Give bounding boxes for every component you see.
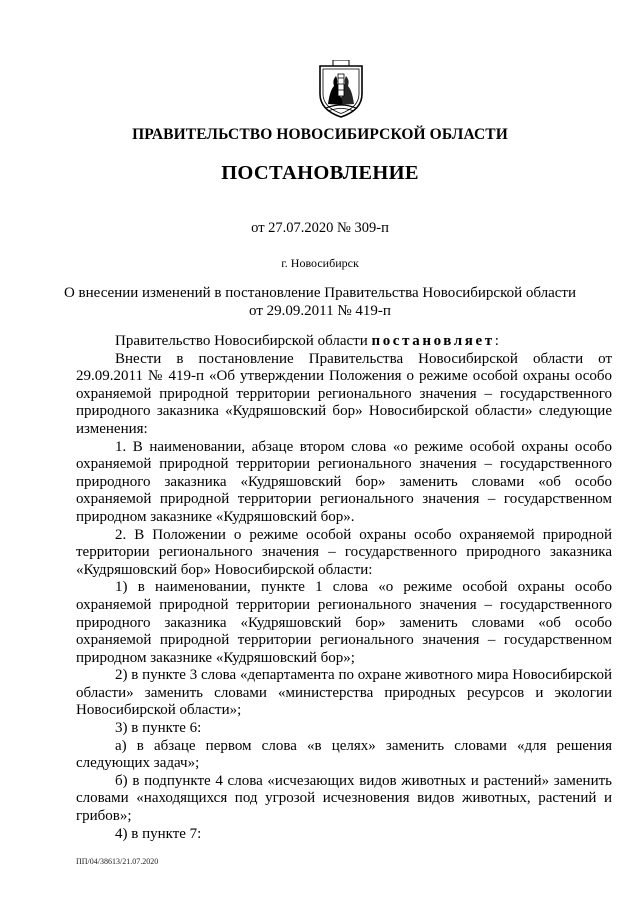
body-paragraph: Внести в постановление Правительства Новосибирской области от 29.09.2011 № 419-п «Об утверждении Положения о режиме особой охраны особо охраняемой природной территории регионального значения – государственного природного заказника «Кудряшовский бор» Новосибирской области» следующие изменения:: [76, 350, 612, 437]
subject-line-2: от 29.09.2011 № 419-п: [249, 302, 391, 319]
body-paragraph: б) в подпункте 4 слова «исчезающих видов животных и растений» заменить словами «находящихся под угрозой исчезновения видов животных, растений и грибов»;: [76, 772, 612, 825]
intro-prefix: Правительство Новосибирской области: [115, 333, 372, 349]
body-paragraph: 2. В Положении о режиме особой охраны особо охраняемой природной территории регионального значения – государственного природного заказника «Кудряшовский бор» Новосибирской области:: [76, 526, 612, 578]
organization-name: ПРАВИТЕЛЬСТВО НОВОСИБИРСКОЙ ОБЛАСТИ: [132, 126, 508, 143]
coat-of-arms-icon: [316, 60, 366, 120]
body-paragraph: 1. В наименовании, абзаце втором слова «о режиме особой охраны особо охраняемой природной территории регионального значения – государственного природного заказника «Кудряшовский бор» заменить словами «об особо охраняемой природной территории регионального значения – государственном природном заказнике «Кудряшовский бор».: [76, 438, 612, 525]
footer-document-code: ПП/04/38613/21.07.2020: [76, 857, 159, 866]
document-type-title: ПОСТАНОВЛЕНИЕ: [221, 162, 419, 184]
subject-line-1: О внесении изменений в постановление Правительства Новосибирской области: [63, 285, 577, 301]
body-paragraph: 4) в пункте 7:: [115, 825, 202, 842]
document-body: [76, 333, 612, 843]
body-paragraph: а) в абзаце первом слова «в целях» заменить словами «для решения следующих задач»;: [76, 737, 612, 772]
intro-paragraph: [76, 333, 612, 351]
intro-verb: постановляет: [371, 333, 495, 349]
document-subject: [0, 285, 640, 320]
document-date-number: от 27.07.2020 № 309-п: [251, 220, 389, 236]
intro-suffix: :: [494, 333, 499, 349]
body-paragraph: 2) в пункте 3 слова «департамента по охране животного мира Новосибирской области» заменить словами «министерства природных ресурсов и экологии Новосибирской области»;: [76, 667, 612, 719]
body-paragraph: 3) в пункте 6:: [115, 720, 202, 737]
body-paragraph: 1) в наименовании, пункте 1 слова «о режиме особой охраны особо охраняемой природной территории регионального значения – государственного природного заказника «Кудряшовский бор» заменить словами «об особо охраняемой природной территории регионального значения – государственном природном заказнике «Кудряшовский бор»;: [76, 579, 612, 666]
document-place: г. Новосибирск: [281, 256, 359, 270]
